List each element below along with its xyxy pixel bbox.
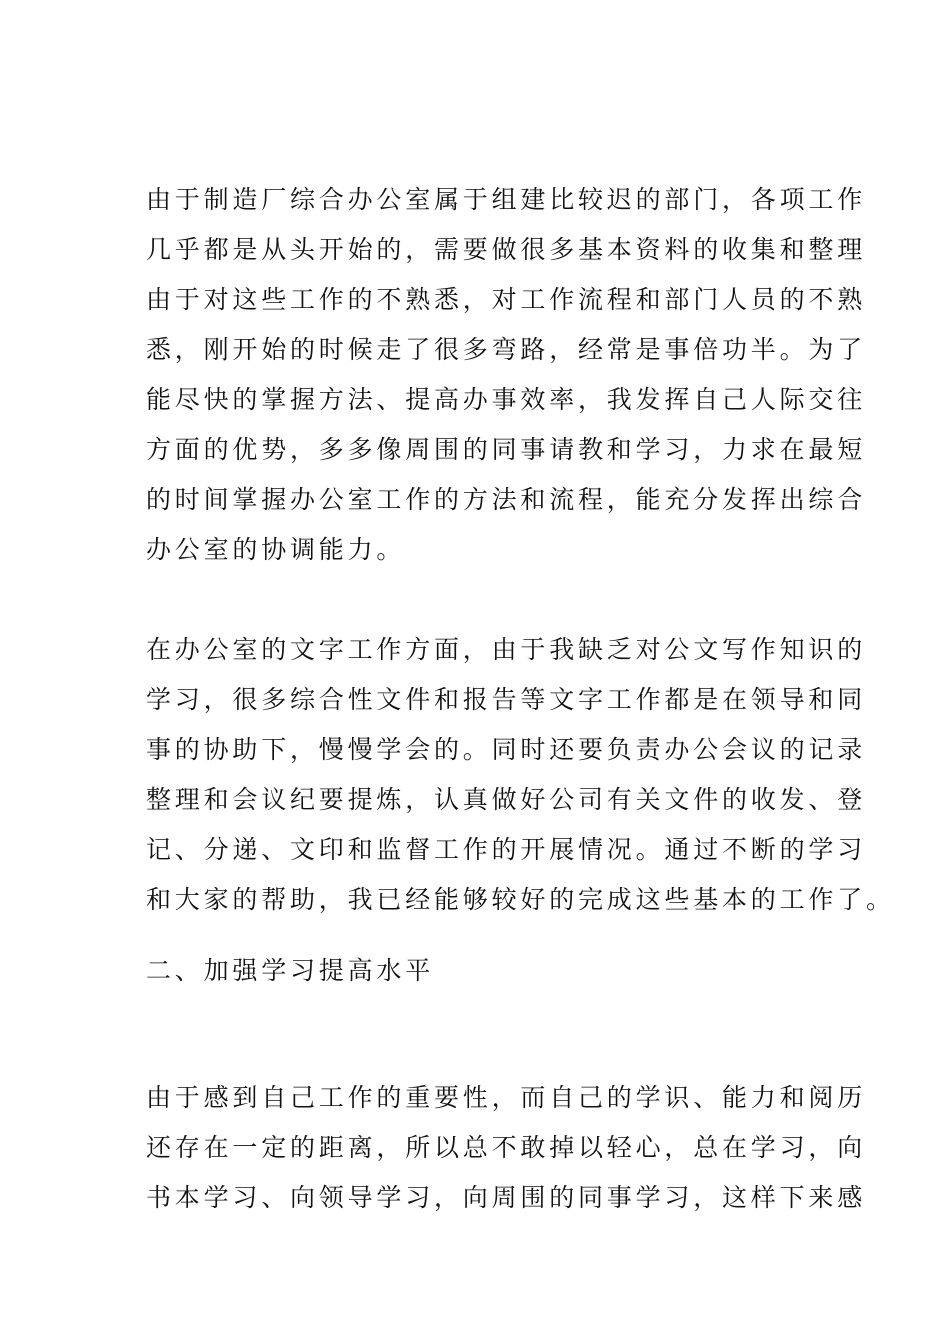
section-heading: [146, 946, 816, 996]
paragraph-learning: [146, 1073, 867, 1223]
text-line: 几乎都是从头开始的，需要做很多基本资料的收集和整理: [146, 235, 867, 264]
text-line: 在办公室的文字工作方面，由于我缺乏对公文写作知识的: [146, 635, 867, 664]
text-line: 学习，很多综合性文件和报告等文字工作都是在领导和同: [146, 685, 867, 714]
text-line: 书本学习、向领导学习，向周围的同事学习，这样下来感: [146, 1183, 867, 1212]
text-line: 能尽快的掌握方法、提高办事效率，我发挥自己人际交往: [146, 385, 867, 414]
text-line: 悉，刚开始的时候走了很多弯路，经常是事倍功半。为了: [146, 335, 867, 364]
text-line: 整理和会议纪要提炼，认真做好公司有关文件的收发、登: [146, 785, 867, 814]
text-line: 由于感到自己工作的重要性，而自己的学识、能力和阅历: [146, 1083, 867, 1112]
text-line: 办公室的协调能力。: [146, 535, 406, 564]
text-line: 和大家的帮助，我已经能够较好的完成这些基本的工作了。: [146, 885, 895, 914]
paragraph-writing-work: [146, 625, 895, 925]
text-line: 方面的优势，多多像周围的同事请教和学习，力求在最短: [146, 435, 867, 464]
paragraph-office-work: [146, 175, 867, 575]
text-line: 由于制造厂综合办公室属于组建比较迟的部门，各项工作: [146, 185, 867, 214]
text-line: 事的协助下，慢慢学会的。同时还要负责办公会议的记录: [146, 735, 867, 764]
text-line: 由于对这些工作的不熟悉，对工作流程和部门人员的不熟: [146, 285, 867, 314]
text-line: 记、分递、文印和监督工作的开展情况。通过不断的学习: [146, 835, 867, 864]
section-heading-text: 二、加强学习提高水平: [146, 956, 435, 985]
text-line: 还存在一定的距离，所以总不敢掉以轻心，总在学习，向: [146, 1133, 867, 1162]
text-line: 的时间掌握办公室工作的方法和流程，能充分发挥出综合: [146, 485, 867, 514]
